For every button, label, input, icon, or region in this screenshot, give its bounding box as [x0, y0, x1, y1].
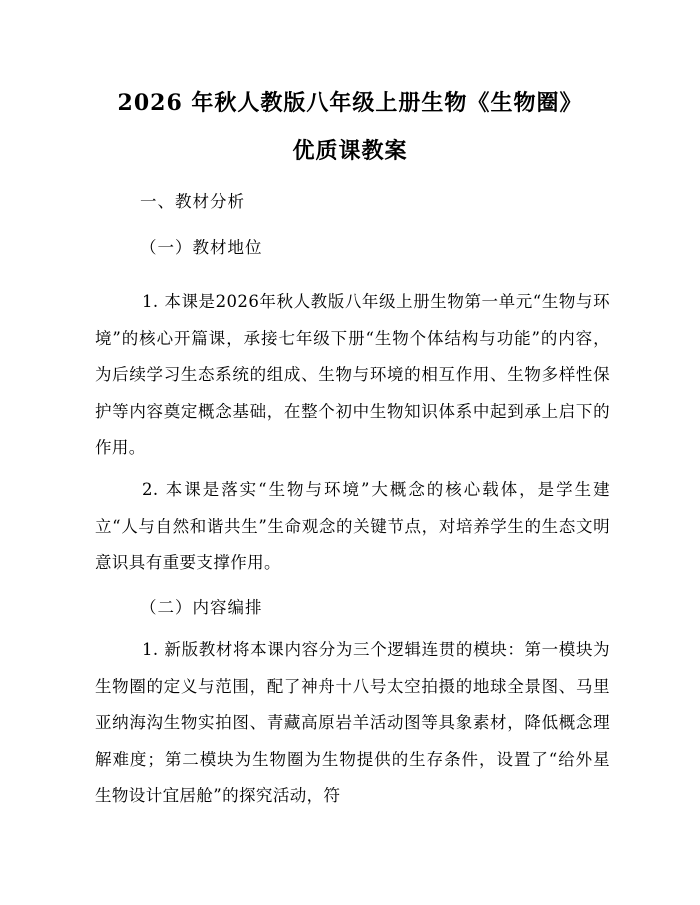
document-title-line-1: 2026 年秋人教版八年级上册生物《生物圈》 [117, 90, 583, 116]
paragraph-status-2: 2. 本课是落实“生物与环境”大概念的核心载体，是学生建立“人与自然和谐共生”生命观念的关键节点，对培养学生的生态文明意识具有重要支撑作用。 [95, 480, 610, 572]
subsection-heading-content-arrangement: （二）内容编排 [140, 598, 263, 617]
paragraph-status-1: 1. 本课是2026年秋人教版八年级上册生物第一单元“生物与环境”的核心开篇课，承接七年级下册“生物个体结构与功能”的内容，为后续学习生态系统的组成、生物与环境的相互作用、生物多样性保护等内容奠定概念基础，在整个初中生物知识体系中起到承上启下的作用。 [95, 292, 610, 457]
subsection-heading-textbook-status: （一）教材地位 [140, 238, 263, 257]
section-heading-textbook-analysis: 一、教材分析 [140, 192, 245, 211]
document-title-line-2: 优质课教案 [292, 138, 408, 164]
paragraph-arrangement-1: 1. 新版教材将本课内容分为三个逻辑连贯的模块：第一模块为生物圈的定义与范围，配了神舟十八号太空拍摄的地球全景图、马里亚纳海沟生物实拍图、青藏高原岩羊活动图等具象素材，降低概念理解难度；第二模块为生物圈为生物提供的生存条件，设置了“给外星生物设计宜居舱”的探究活动，符 [95, 640, 610, 805]
